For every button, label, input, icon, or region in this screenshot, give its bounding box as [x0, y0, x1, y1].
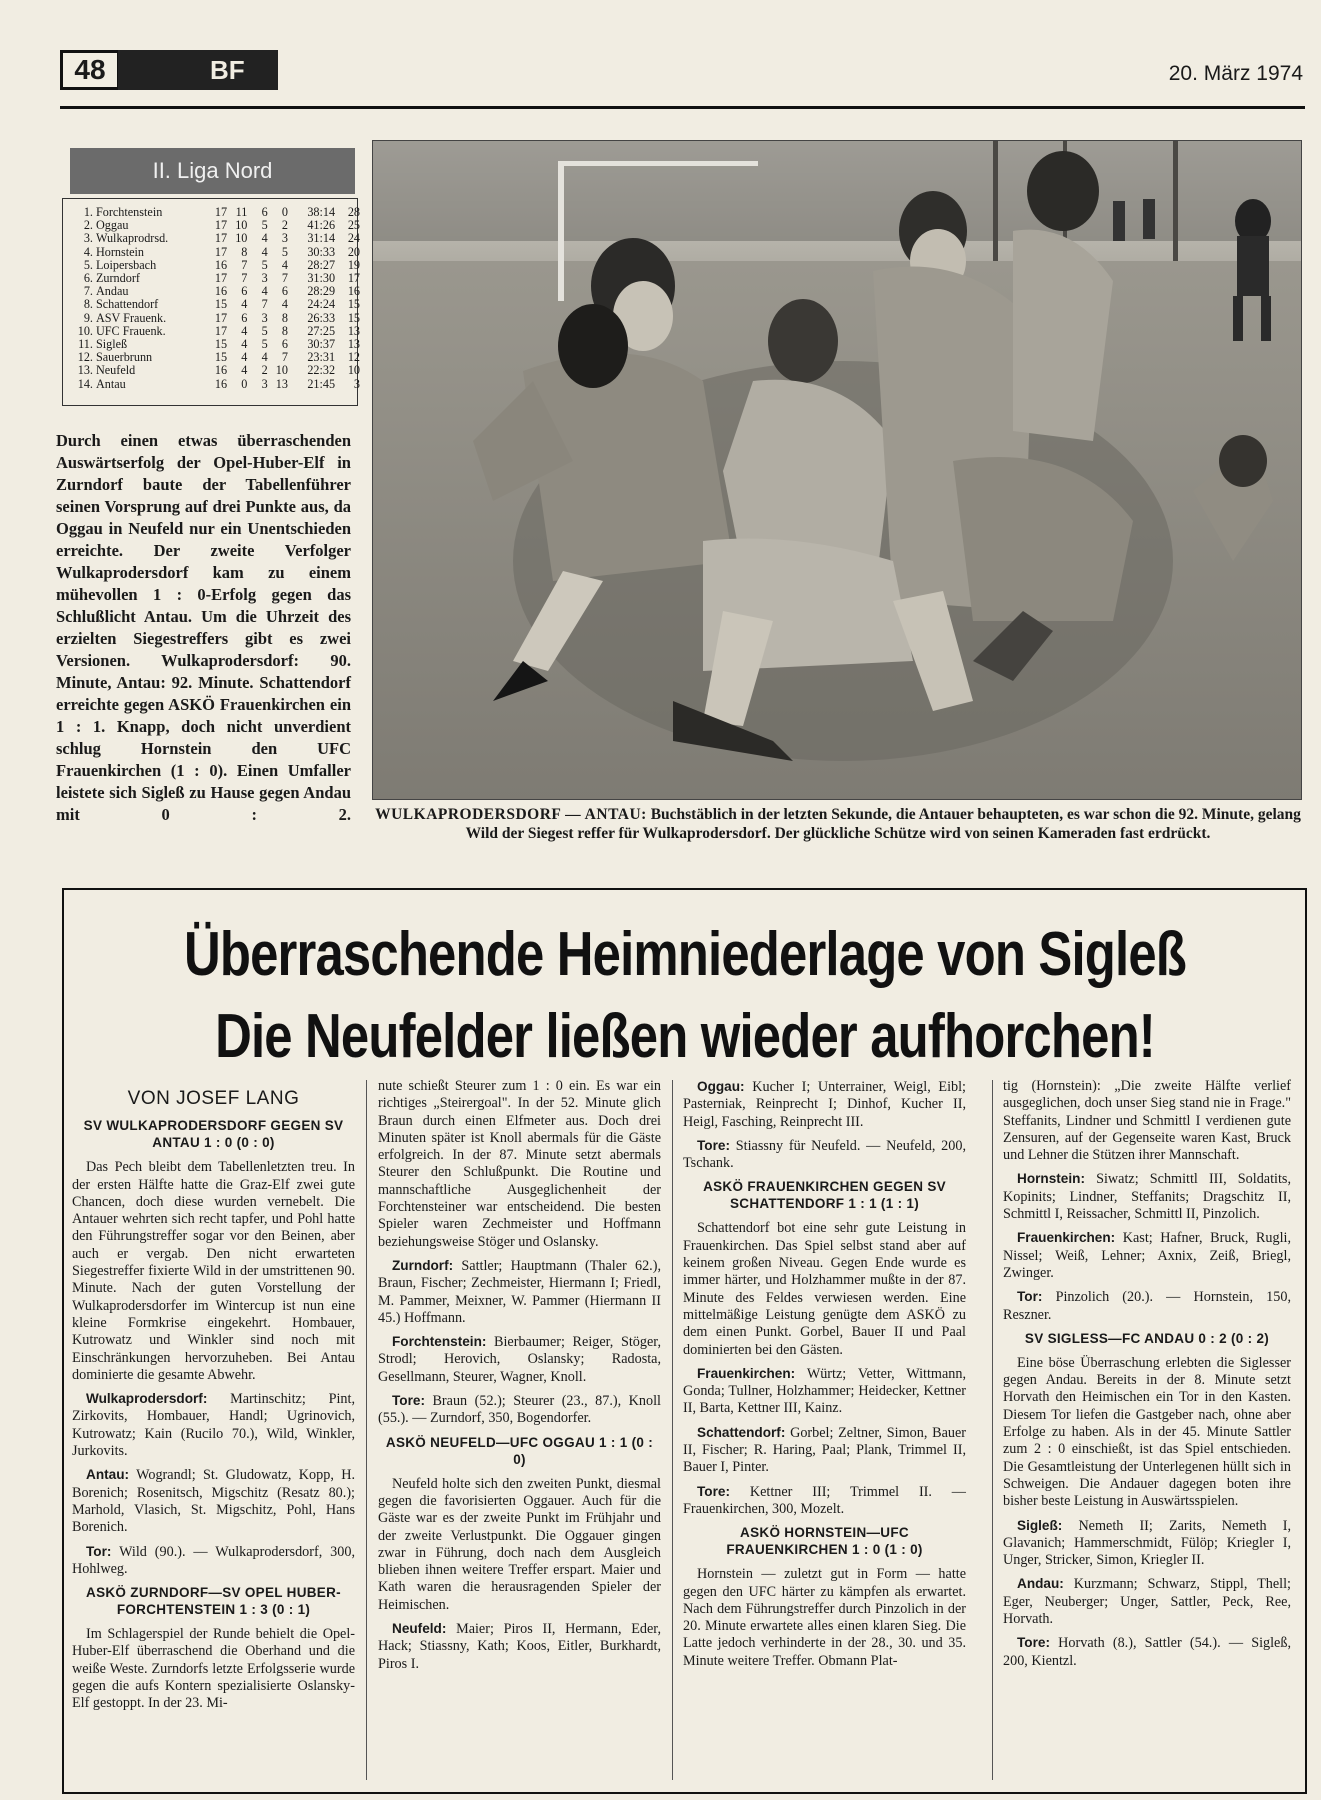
- standings-losses: 0: [281, 205, 288, 219]
- standings-played: 16: [214, 376, 228, 391]
- lineup-label: Frauenkirchen:: [1017, 1230, 1116, 1246]
- standings-played: 17: [214, 205, 228, 219]
- standings-goal-diff: 30:37: [307, 337, 336, 352]
- standings-draws: 5: [261, 323, 268, 338]
- goals-label: Tore:: [1017, 1635, 1050, 1651]
- match-photo: [372, 140, 1302, 800]
- publication-bar: [118, 50, 278, 90]
- publication-name: BF: [210, 55, 245, 85]
- standings-position: 4.: [83, 244, 93, 259]
- goals-line: [1003, 1288, 1291, 1324]
- standings-losses: 2: [281, 218, 288, 233]
- standings-position: 8.: [83, 297, 93, 312]
- standings-wins: 4: [241, 297, 248, 312]
- standings-points: 13: [347, 337, 360, 352]
- goals-line: [72, 1543, 355, 1579]
- standings-losses: 13: [275, 376, 288, 391]
- goals-text: Braun (52.); Steurer (23., 87.), Knoll (55.). — Zurndorf, 350, Bogendorfer.: [378, 1393, 661, 1427]
- standings-row: [70, 298, 360, 311]
- lineup-text: Siwatz; Schmittl III, Soldatits, Kopinits; Lindner, Steffanits; Dragschitz II, Schmittl I, Reissacher, Schmittl II, Pinzolich.: [1003, 1171, 1291, 1223]
- article-column-4: [1003, 1078, 1291, 1676]
- standings-position: 6.: [83, 271, 93, 286]
- standings-wins: 7: [241, 271, 248, 286]
- standings-row: [70, 232, 360, 245]
- standings-losses: 8: [281, 323, 288, 338]
- match-heading: ASKÖ NEUFELD—UFC OGGAU 1 : 1 (0 : 0): [385, 1434, 654, 1467]
- goals-text: Horvath (8.), Sattler (54.). — Sigleß, 200, Kientzl.: [1003, 1635, 1291, 1669]
- goals-label: Tore:: [392, 1393, 425, 1409]
- standings-goal-diff: 30:33: [307, 244, 336, 259]
- standings-team: Wulkaprodrsd.: [95, 231, 169, 246]
- goals-line: [683, 1483, 966, 1519]
- article-column-1: [72, 1090, 355, 1719]
- lineup-text: Sattler; Hauptmann (Thaler 62.), Braun, Fischer; Zechmeister, Hiermann I; Friedl, M. Pammer, Meixner, W. Pammer (Hiermann II 45.) Hoffmann.: [378, 1257, 661, 1326]
- standings-points: 28: [347, 205, 360, 219]
- standings-played: 17: [214, 271, 228, 286]
- standings-wins: 0: [241, 376, 248, 391]
- standings-position: 10.: [77, 323, 93, 338]
- standings-position: 14.: [77, 376, 93, 391]
- match-report: Im Schlagerspiel der Runde behielt die Opel-Huber-Elf überraschend die Oberhand und die weiße Weste. Zurndorfs letzte Erfolgsserie wurde gegen die aufs Kontern spezialisierte Oslansky-Elf gestoppt. In der 23. Mi-: [72, 1626, 355, 1712]
- standings-position: 11.: [78, 337, 93, 352]
- lineup-label: Antau:: [86, 1467, 130, 1483]
- standings-position: 3.: [83, 231, 93, 246]
- match-heading: ASKÖ FRAUENKIRCHEN GEGEN SV SCHATTENDORF 1 : 1 (1 : 1): [703, 1179, 946, 1212]
- standings-goal-diff: 31:14: [307, 231, 336, 246]
- standings-team: Antau: [95, 376, 126, 391]
- standings-draws: 5: [261, 218, 268, 233]
- standings-position: 5.: [83, 257, 93, 272]
- goals-text: Stiassny für Neufeld. — Neufeld, 200, Tschank.: [683, 1137, 966, 1172]
- lineup: [1003, 1229, 1291, 1282]
- standings-goal-diff: 26:33: [307, 310, 336, 325]
- article-column-2: [378, 1078, 661, 1679]
- goals-label: Tor:: [1017, 1289, 1043, 1305]
- lineup-text: Wograndl; St. Gludowatz, Kopp, H. Borenich; Rosenitsch, Migschitz (Resatz 80.); Marhold, Vlasich, St. Migschitz, Pohl, Hans Borenich.: [72, 1467, 355, 1536]
- lineup: [72, 1466, 355, 1536]
- standings-played: 16: [214, 284, 228, 299]
- standings-wins: 4: [241, 323, 248, 338]
- lineup: [1003, 1575, 1291, 1628]
- standings-position: 13.: [77, 363, 93, 378]
- standings-draws: 4: [261, 350, 268, 365]
- standings-goal-diff: 41:26: [307, 218, 336, 233]
- standings-losses: 5: [281, 244, 288, 259]
- goals-line: [1003, 1634, 1291, 1670]
- standings-points: 13: [347, 323, 360, 338]
- lineup: [1003, 1517, 1291, 1570]
- goals-label: Tore:: [697, 1483, 730, 1499]
- standings-wins: 10: [235, 218, 248, 233]
- standings-goal-diff: 38:14: [307, 205, 336, 219]
- standings-wins: 11: [235, 205, 248, 219]
- standings-draws: 3: [261, 376, 268, 391]
- lineup-text: Kurzmann; Schwarz, Stippl, Thell; Eger, Neuberger; Unger, Sattler, Peck, Ree, Horvath.: [1003, 1576, 1291, 1628]
- standings-points: 15: [347, 297, 360, 312]
- standings-goal-diff: 24:24: [307, 297, 336, 312]
- standings-team: Sigleß: [95, 337, 128, 352]
- match-heading: SV SIGLESS—FC ANDAU 0 : 2 (0 : 2): [1024, 1330, 1270, 1346]
- standings-points: 19: [347, 257, 360, 272]
- standings-position: 2.: [83, 218, 93, 233]
- header-rule: [60, 106, 1305, 109]
- lineup: [378, 1333, 661, 1386]
- standings-losses: 10: [275, 363, 288, 378]
- standings-played: 15: [214, 297, 228, 312]
- league-title: II. Liga Nord: [70, 148, 355, 194]
- photo-image: [373, 141, 1302, 800]
- lineup-text: Maier; Piros II, Hermann, Eder, Hack; Stiassny, Kath; Koos, Eitler, Burkhardt, Piros I.: [378, 1621, 661, 1672]
- standings-wins: 4: [241, 363, 248, 378]
- standings-points: 3: [353, 376, 360, 391]
- column-divider: [672, 1080, 673, 1780]
- standings-position: 9.: [83, 310, 93, 325]
- standings-draws: 3: [261, 271, 268, 286]
- goals-line: [378, 1392, 661, 1428]
- standings-draws: 5: [261, 257, 268, 272]
- photo-caption: [372, 805, 1304, 843]
- standings-wins: 6: [241, 310, 248, 325]
- standings-played: 15: [214, 350, 228, 365]
- issue-date: 20. März 1974: [1168, 62, 1303, 85]
- standings-losses: 4: [281, 257, 288, 272]
- lineup-label: Hornstein:: [1017, 1171, 1085, 1187]
- standings-points: 24: [347, 231, 360, 246]
- lineup-text: Würtz; Vetter, Wittmann, Gonda; Tullner, Holzhammer; Heidecker, Kettner II, Barta, Kettner III, Kainz.: [683, 1365, 966, 1417]
- standings-position: 1.: [83, 205, 93, 219]
- standings-goal-diff: 21:45: [307, 376, 336, 391]
- standings-team: Schattendorf: [95, 297, 159, 312]
- standings-goal-diff: 28:27: [307, 257, 336, 272]
- standings-draws: 4: [261, 231, 268, 246]
- standings-draws: 6: [261, 205, 268, 219]
- goals-line: [683, 1137, 966, 1173]
- standings-points: 16: [347, 284, 360, 299]
- lineup-label: Zurndorf:: [392, 1257, 454, 1273]
- standings-points: 20: [347, 244, 360, 259]
- lineup-label: Oggau:: [697, 1079, 745, 1094]
- lineup-text: Kucher I; Unterrainer, Weigl, Eibl; Pasterniak, Reinprecht I; Dinhof, Kucher II, Heigl, Fasching, Reinprecht III.: [683, 1079, 966, 1130]
- standings-played: 16: [214, 257, 228, 272]
- standings-position: 7.: [83, 284, 93, 299]
- standings-wins: 4: [241, 337, 248, 352]
- lineup-text: Martinschitz; Pint, Zirkovits, Hombauer, Handl; Ugrinovich, Kutrowatz; Kain (Rucilo 70.), Wild, Winkler, Jurkovits.: [72, 1391, 355, 1460]
- intro-paragraph: Durch einen etwas überraschenden Auswärtserfolg der Opel-Huber-Elf in Zurndorf baute der Tabellenführer seinen Vorsprung auf drei Punkte aus, da Oggau in Neufeld nur ein Unentschieden erreichte. Der zweite Verfolger Wulkaprodersdorf kam zu einem mühevollen 1 : 0-Erfolg gegen das Schlußlicht Antau. Um die Uhrzeit des erzielten Siegestreffers gibt es zwei Versionen. Wulkaprodersdorf: 90. Minute, Antau: 92. Minute. Schattendorf erreichte gegen ASKÖ Frauenkirchen ein 1 : 1. Knapp, doch nicht unverdient schlug Hornstein den UFC Frauenkirchen (1 : 0). Einen Umfaller leistete sich Sigleß zu Hause gegen Andau mit 0 : 2.: [56, 431, 351, 824]
- lineup-label: Sigleß:: [1017, 1517, 1063, 1533]
- standings-goal-diff: 28:29: [307, 284, 336, 299]
- standings-losses: 7: [281, 350, 288, 365]
- standings-row: [70, 364, 360, 377]
- standings-goal-diff: 23:31: [307, 350, 336, 365]
- standings-points: 12: [347, 350, 360, 365]
- standings-team: Oggau: [95, 218, 129, 233]
- standings-team: Forchtenstein: [95, 205, 163, 219]
- standings-wins: 8: [241, 244, 248, 259]
- standings-draws: 4: [261, 244, 268, 259]
- standings-losses: 6: [281, 337, 288, 352]
- standings-played: 17: [214, 323, 228, 338]
- lineup-label: Frauenkirchen:: [697, 1365, 796, 1381]
- standings-row: [70, 378, 360, 391]
- standings-wins: 4: [241, 350, 248, 365]
- column-divider: [366, 1080, 367, 1780]
- match-heading: SV WULKAPRODERSDORF GEGEN SV ANTAU 1 : 0 (0 : 0): [83, 1118, 344, 1151]
- standings-wins: 6: [241, 284, 248, 299]
- standings-team: ASV Frauenk.: [95, 310, 167, 325]
- standings-draws: 7: [261, 297, 268, 312]
- lineup: [72, 1390, 355, 1460]
- match-report: Neufeld holte sich den zweiten Punkt, diesmal gegen die favorisierten Oggauer. Auch für die Gäste war es der zweite Punkt im Frühjahr und der zweite Verlustpunkt. Die Oggauer gingen zwar in Führung, doch nach dem Ausgleich blieben ihnen weitere Treffer erspart. Maier und Kath waren die herausragenden Spieler der Heimischen.: [378, 1475, 661, 1613]
- standings-played: 15: [214, 337, 228, 352]
- lineup-label: Andau:: [1017, 1576, 1064, 1592]
- standings-losses: 7: [281, 271, 288, 286]
- standings-team: Hornstein: [95, 244, 145, 259]
- standings-draws: 2: [261, 363, 268, 378]
- standings-draws: 4: [261, 284, 268, 299]
- goals-text: Kettner III; Trimmel II. — Frauenkirchen, 300, Mozelt.: [683, 1483, 966, 1517]
- standings-team: Andau: [95, 284, 129, 299]
- standings-team: UFC Frauenk.: [95, 323, 166, 338]
- lineup-text: Gorbel; Zeltner, Simon, Bauer II, Fischer; R. Haring, Paal; Plank, Trimmel II, Bauer I, Pinter.: [683, 1424, 966, 1476]
- match-heading: ASKÖ ZURNDORF—SV OPEL HUBER-FORCHTENSTEIN 1 : 3 (0 : 1): [86, 1585, 341, 1618]
- standings-row: [70, 312, 360, 325]
- lineup: [683, 1424, 966, 1477]
- standings-wins: 10: [235, 231, 248, 246]
- standings-position: 12.: [77, 350, 93, 365]
- goals-text: Wild (90.). — Wulkaprodersdorf, 300, Hohlweg.: [72, 1543, 355, 1577]
- standings-played: 16: [214, 363, 228, 378]
- lineup: [683, 1365, 966, 1418]
- lineup-label: Wulkaprodersdorf:: [86, 1391, 208, 1407]
- lineup-text: Nemeth II; Zarits, Nemeth I, Glavanich; Hammerschmidt, Fülöp; Kriegler I, Unger, Stricker, Simon, Kriegler II.: [1003, 1517, 1291, 1569]
- match-report: Schattendorf bot eine sehr gute Leistung in Frauenkirchen. Das Spiel selbst stand aber auf keinem großen Niveau. Gegen Ende wurde es immer härter, und Holzhammer mußte in der 87. Minute des Feldes verwiesen werden. Eine mittelmäßige Leistung genügte dem ASKÖ zu dem einen Punkt. Gorbel, Bauer II und Paal dominierten bei den Gästen.: [683, 1220, 966, 1358]
- match-report: nute schießt Steurer zum 1 : 0 ein. Es war ein richtiges „Steirergoal". In der 52. Minute glich Braun durch einen Elfmeter aus. Doch drei Minuten später ist Knoll abermals für die Gäste erfolgreich. In der 87. Minute setzt abermals Steurer den Schlußpunkt. Die Routine und mannschaftliche Ausgeglichenheit der Forchtensteiner war entscheidend. Die besten Spieler waren Zechmeister und Hoffmann beziehungsweise Stöger und Oslansky.: [378, 1078, 661, 1250]
- standings-wins: 7: [241, 257, 248, 272]
- lineup-label: Neufeld:: [392, 1621, 447, 1637]
- match-report: Das Pech bleibt dem Tabellenletzten treu. In der ersten Hälfte hatte die Graz-Elf zwei gute Chancen, doch diese wurden vernebelt. Die Antauer wehrten sich recht tapfer, und Pohl hatte den Führungstreffer sogar vor den Beinen, aber auch er vergab. Den nicht erwarteten Siegestreffer fixierte Wild in der umstrittenen 90. Minute. Nach der guten Vorstellung der Wulkaprodersdorfer im Wintercup ist nun eine kleine Formkrise eingekehrt. Hombauer, Kutrowatz und Winkler sind noch mit Einschränkungen hervorzuheben. Bei Antau dominierte die gesamte Abwehr.: [72, 1159, 355, 1383]
- standings-losses: 8: [281, 310, 288, 325]
- standings-points: 15: [347, 310, 360, 325]
- standings-played: 17: [214, 310, 228, 325]
- match-report: Hornstein — zuletzt gut in Form — hatte gegen den UFC härter zu kämpfen als erwartet. Nach dem Führungstreffer durch Pinzolich in der 20. Minute erwartete alles einen klaren Sieg. Die Latte jedoch verhinderte in der 28., 30. und 35. Minute weitere Treffer. Obmann Plat-: [683, 1566, 966, 1669]
- standings-points: 10: [347, 363, 360, 378]
- standings-draws: 5: [261, 337, 268, 352]
- standings-team: Sauerbrunn: [95, 350, 153, 365]
- caption-lead: WULKAPRODERSDORF — ANTAU:: [375, 806, 647, 823]
- lineup-label: Schattendorf:: [697, 1424, 786, 1440]
- goals-text: Pinzolich (20.). — Hornstein, 150, Reszner.: [1003, 1289, 1291, 1323]
- standings-row: [70, 246, 360, 259]
- standings-losses: 4: [281, 297, 288, 312]
- lineup-text: Bierbaumer; Reiger, Stöger, Strodl; Herovich, Oslansky; Radosta, Gesellmann, Steurer, Wagner, Knoll.: [378, 1334, 661, 1385]
- byline: VON JOSEF LANG: [127, 1088, 300, 1109]
- goals-label: Tor:: [86, 1543, 112, 1559]
- standings-team: Loipersbach: [95, 257, 157, 272]
- standings-losses: 6: [281, 284, 288, 299]
- lineup: [378, 1257, 661, 1327]
- column-divider: [992, 1080, 993, 1780]
- goals-label: Tore:: [697, 1137, 730, 1153]
- standings-goal-diff: 27:25: [307, 323, 336, 338]
- standings-team: Zurndorf: [95, 271, 140, 286]
- standings-points: 17: [347, 271, 360, 286]
- standings-goal-diff: 31:30: [307, 271, 336, 286]
- standings-played: 17: [214, 231, 228, 246]
- lineup: [378, 1620, 661, 1673]
- standings-points: 25: [347, 218, 360, 233]
- match-report: tig (Hornstein): „Die zweite Hälfte verlief ausgeglichen, doch unser Sieg stand nie in Frage." Steffanits, Lindner und Schmittl I verdienen gute Zensuren, auf der Gegenseite waren Kast, Bruck und Lehner die Stützen ihrer Mannschaft.: [1003, 1078, 1291, 1164]
- article-column-3: [683, 1078, 966, 1676]
- match-heading: ASKÖ HORNSTEIN—UFC FRAUENKIRCHEN 1 : 0 (1 : 0): [726, 1525, 923, 1558]
- standings-table: [70, 206, 360, 391]
- lineup: [1003, 1170, 1291, 1223]
- match-report: Eine böse Überraschung erlebten die Siglesser gegen Andau. Bereits in der 8. Minute setzt Horvath den Heimischen ein Tor in den Kasten. Diesem Tor liefen die Gastgeber nach, ohne aber Erfolge zu haben. Als in der 45. Minute Sattler zum 2 : 0 einschießt, ist das Spiel entschieden. Die Gesamtleistung der Unterlegenen hüllt sich in Schweigen. Die Andauer dagegen boten ihre bisher beste Leistung in Auswärtsspielen.: [1003, 1354, 1291, 1510]
- standings-played: 17: [214, 244, 228, 259]
- headline-line-2: Die Neufelder ließen wieder aufhorchen!: [215, 1002, 1155, 1071]
- standings-team: Neufeld: [95, 363, 136, 378]
- page-number: 48: [60, 50, 120, 90]
- lineup: [683, 1078, 966, 1131]
- lineup-text: Kast; Hafner, Bruck, Rugli, Nissel; Weiß, Lehner; Axnix, Zeiß, Briegl, Zwinger.: [1003, 1230, 1291, 1281]
- standings-goal-diff: 22:32: [307, 363, 336, 378]
- lineup-label: Forchtenstein:: [392, 1334, 487, 1350]
- standings-played: 17: [214, 218, 228, 233]
- caption-text: Buchstäblich in der letzten Sekunde, die Antauer behaupteten, es war schon die 92. Minute, gelang Wild der Siegest reffer für Wulkaprodersdorf. Der glückliche Schütze wird von seinen Kameraden fast erdrückt.: [465, 806, 1301, 842]
- standings-draws: 3: [261, 310, 268, 325]
- standings-losses: 3: [281, 231, 288, 246]
- headline-line-1: Überraschende Heimniederlage von Sigleß: [183, 920, 1187, 989]
